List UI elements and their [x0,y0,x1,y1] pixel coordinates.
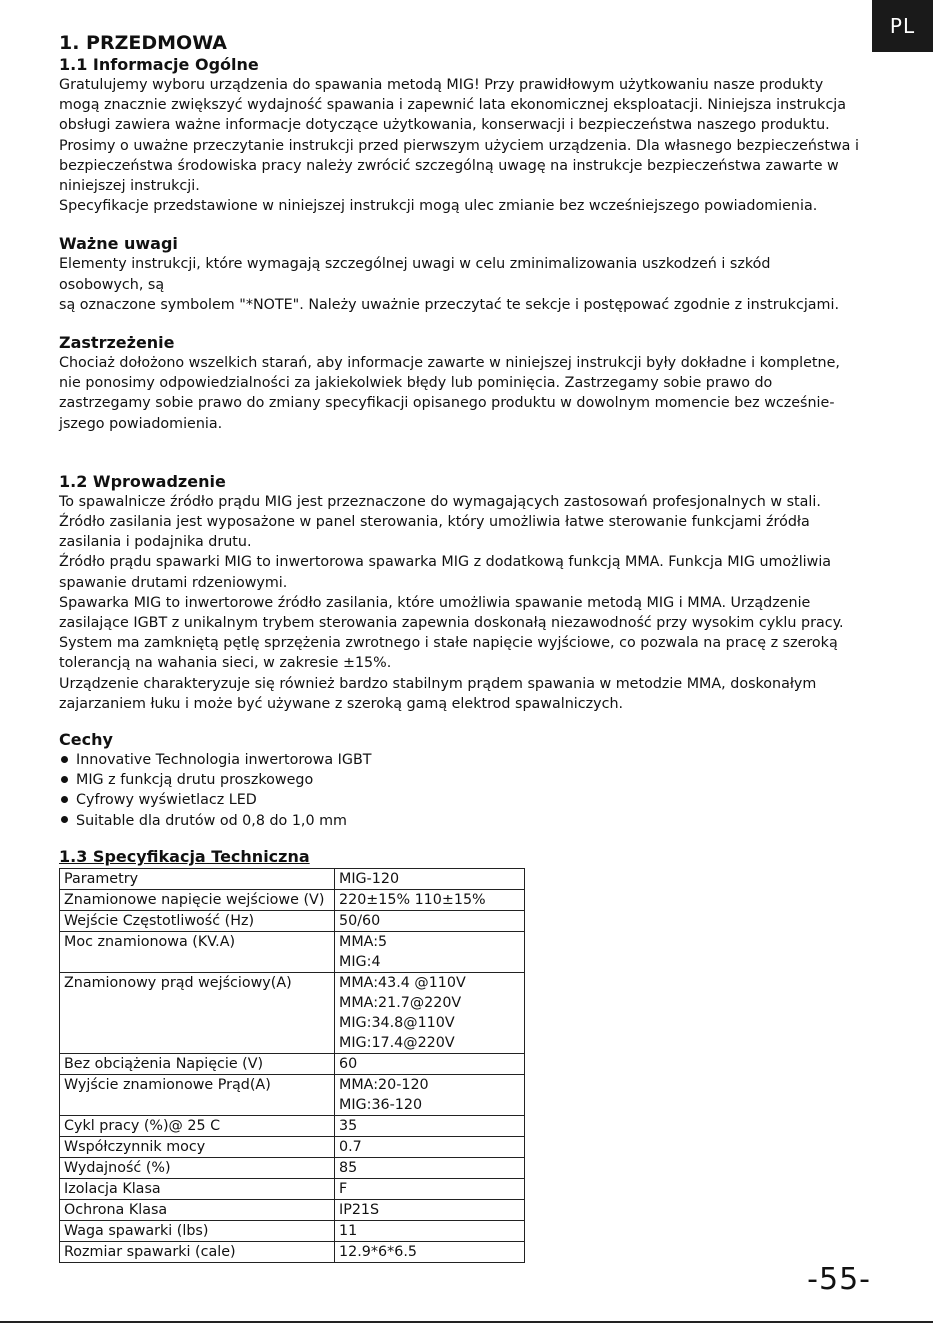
spec-key-cell: Izolacja Klasa [60,1178,335,1199]
spec-value-line: MIG:34.8@110V [339,1014,455,1031]
text-line: Gratulujemy wyboru urządzenia do spawania metodą MIG! Przy prawidłowym użytkowaniu nasze produkty [59,77,824,93]
spec-value-cell [335,1157,525,1178]
spec-key-cell: Rozmiar spawarki (cale) [60,1241,335,1262]
table-row [60,1157,525,1178]
section-general-info [59,55,889,216]
text-line: Elementy instrukcji, które wymagają szczególnej uwagi w celu zminimalizowania uszkodzeń i szkód [59,256,771,273]
spec-table [59,868,525,1263]
spec-value-line: 220±15% 110±15% [339,891,486,908]
spec-value-line: MIG:36-120 [339,1096,423,1113]
table-row [60,1199,525,1220]
table-row [60,1115,525,1136]
spec-value-cell [335,1136,525,1157]
list-item-label: Cyfrowy wyświetlacz LED [76,792,257,809]
text-line: Urządzenie charakteryzuje się również bardzo stabilnym prądem spawania w metodzie MMA, doskonałym [59,675,817,692]
spec-key-cell: Wydajność (%) [60,1157,335,1178]
text-line: nie ponosimy odpowiedzialności za jakiekolwiek błędy lub pominięcia. Zastrzegamy sobie prawo do [59,375,773,392]
bullet-icon [61,756,68,763]
section-heading: 1.1 Informacje Ogólne [59,55,259,74]
list-item [59,750,889,770]
bullet-icon [61,816,68,823]
spec-value-cell [335,889,525,910]
spec-key-cell: Współczynnik mocy [60,1136,335,1157]
spec-value-line: MIG-120 [339,870,400,887]
text-line: Spawarka MIG to inwertorowe źródło zasilania, które umożliwia spawanie metodą MIG i MMA. Urządzenie [59,594,811,611]
text-line: Specyfikacje przedstawione w niniejszej instrukcji mogą ulec zmianie bez wcześniejszego powiadomienia. [59,198,818,215]
section-spec [59,847,889,1263]
paragraph [59,75,889,216]
spec-value-cell [335,931,525,972]
table-row [60,910,525,931]
spec-value-line: IP21S [339,1201,380,1218]
spec-value-cell [335,1241,525,1262]
spec-value-line: 60 [339,1055,358,1072]
text-line: Chociaż dołożono wszelkich starań, aby informacje zawarte w niniejszej instrukcji były dokładne i kompletne, [59,355,840,372]
paragraph [59,254,889,315]
spec-value-line: 11 [339,1222,358,1239]
spec-value-cell [335,868,525,889]
spec-key-cell: Ochrona Klasa [60,1199,335,1220]
text-line: zajarzaniem łuku i może być używane z szeroką gamą elektrod spawalniczych. [59,695,624,712]
page-content [59,31,889,1263]
table-row [60,868,525,889]
table-row [60,931,525,972]
spec-value-line: MMA:5 [339,933,388,950]
text-line: System ma zamkniętą pętlę sprzężenia zwrotnego i stałe napięcie wyjściowe, co pozwala na pracę z szeroką [59,635,838,652]
spec-value-line: MIG:17.4@220V [339,1034,455,1051]
list-item-label: MIG z funkcją drutu proszkowego [76,772,314,789]
text-line: zastrzegamy sobie prawo do zmiany specyfikacji opisanego produktu w dowolnym momencie bez wcześnie- [59,395,835,412]
table-row [60,1241,525,1262]
spec-key-cell: Moc znamionowa (KV.A) [60,931,335,972]
text-line: zasilania i podajnika drutu. [59,534,252,551]
list-item [59,790,889,810]
spec-value-line: 50/60 [339,912,381,929]
spec-value-cell [335,1178,525,1199]
section-introduction [59,472,889,714]
paragraph [59,353,889,434]
section-heading: Cechy [59,730,113,750]
text-line: Źródło zasilania jest wyposażone w panel sterowania, który umożliwia łatwe sterowanie funkcjami źródła [59,514,810,531]
spec-value-line: MMA:43.4 @110V [339,974,466,991]
spec-value-cell [335,1199,525,1220]
list-item-label: Suitable dla drutów od 0,8 do 1,0 mm [76,812,347,829]
spec-key-cell: Znamionowe napięcie wejściowe (V) [60,889,335,910]
spec-key-cell: Bez obciążenia Napięcie (V) [60,1053,335,1074]
text-line: są oznaczone symbolem "*NOTE". Należy uważnie przeczytać te sekcje i postępować zgodnie z instrukcjami. [59,296,840,313]
table-row [60,1074,525,1115]
spec-key-cell: Wejście Częstotliwość (Hz) [60,910,335,931]
list-item [59,811,889,831]
text-line: bezpieczeństwa środowiska pracy należy zwrócić szczególną uwagę na instrukcje bezpieczeństwa zawarte w [59,157,839,174]
section-features [59,730,889,831]
text-line: jszego powiadomienia. [59,415,223,432]
bottom-divider [0,1321,933,1323]
spec-value-cell [335,910,525,931]
spec-value-cell [335,1053,525,1074]
bullet-icon [61,776,68,783]
text-line: osobowych, są [59,276,165,293]
page-number: -55- [807,1262,871,1297]
text-line: obsługi zawiera ważne informacje dotyczące użytkowania, konserwacji i bezpieczeństwa naszego produktu. [59,117,830,134]
spec-value-line: MIG:4 [339,953,381,970]
spec-key-cell: Parametry [60,868,335,889]
table-row [60,1220,525,1241]
table-row [60,889,525,910]
spec-value-line: 0.7 [339,1138,362,1155]
bullet-icon [61,796,68,803]
text-line: niniejszej instrukcji. [59,178,200,195]
section-heading: Ważne uwagi [59,234,178,254]
spec-value-line: 35 [339,1117,358,1134]
text-line: To spawalnicze źródło prądu MIG jest przeznaczone do wymagających zastosowań profesjonalnych w stali. [59,493,821,510]
spec-value-cell [335,972,525,1053]
text-line: zasilające IGBT z unikalnym trybem sterowania zapewnia doskonałą niezawodność przy wysokim cyklu pracy. [59,615,844,632]
spec-value-line: MMA:21.7@220V [339,994,462,1011]
paragraph [59,492,889,714]
section-heading: 1.2 Wprowadzenie [59,471,226,491]
spec-value-cell [335,1115,525,1136]
spec-value-line: 12.9*6*6.5 [339,1243,417,1260]
table-row [60,1178,525,1199]
features-list [59,750,889,831]
section-important-notes [59,234,889,315]
list-item-label: Innovative Technologia inwertorowa IGBT [76,752,372,769]
table-row [60,972,525,1053]
table-row [60,1053,525,1074]
spec-key-cell: Waga spawarki (lbs) [60,1220,335,1241]
spec-key-cell: Znamionowy prąd wejściowy(A) [60,972,335,1053]
spec-value-line: F [339,1180,348,1197]
spec-key-cell: Wyjście znamionowe Prąd(A) [60,1074,335,1115]
spec-value-cell [335,1074,525,1115]
text-line: Prosimy o uważne przeczytanie instrukcji przed pierwszym użyciem urządzenia. Dla własnego bezpieczeństwa i [59,137,859,154]
section-disclaimer [59,333,889,434]
language-tab: PL [872,0,933,52]
page-title: 1. PRZEDMOWA [59,32,228,54]
table-row [60,1136,525,1157]
section-heading: Zastrzeżenie [59,333,175,353]
spec-value-line: 85 [339,1159,358,1176]
text-line: mogą znacznie zwiększyć wydajność spawania i zapewnić lata ekonomicznej eksploatacji. Niniejsza instrukcja [59,97,847,114]
text-line: Źródło prądu spawarki MIG to inwertorowa spawarka MIG z dodatkową funkcją MMA. Funkcja MIG umożliwia [59,554,832,571]
section-heading: 1.3 Specyfikacja Techniczna [59,846,310,866]
text-line: spawanie drutami rdzeniowymi. [59,574,288,591]
spec-value-cell [335,1220,525,1241]
spec-key-cell: Cykl pracy (%)@ 25 C [60,1115,335,1136]
spec-value-line: MMA:20-120 [339,1076,429,1093]
text-line: tolerancją na wahania sieci, w zakresie ±15%. [59,655,392,672]
list-item [59,770,889,790]
